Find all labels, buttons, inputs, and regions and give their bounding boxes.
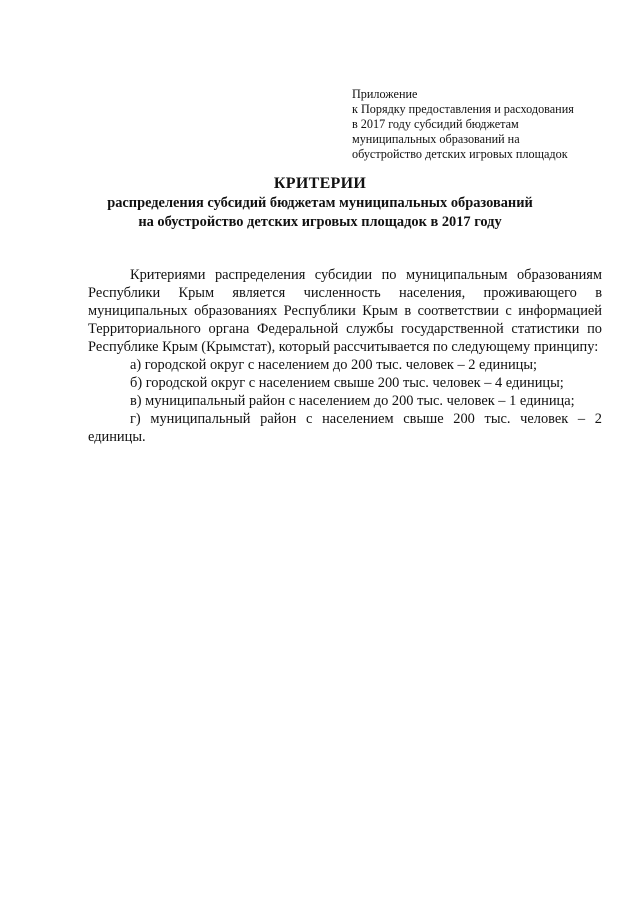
document-subtitle-line-2: на обустройство детских игровых площадок в 2017 году [138, 214, 502, 230]
document-title: КРИТЕРИИ [273, 175, 367, 192]
intro-paragraph: Критериями распределения субсидии по муниципальным образованиям Республики Крым является численность населения, проживающего в муниципальных образованиях Республики Крым в соответствии с информацией Территориального органа Федеральной службы государственной статистики по Республике Крым (Крымстат), который рассчитывается по следующему принципу: [88, 267, 602, 355]
criteria-item-c: в) муниципальный район с населением до 200 тыс. человек – 1 единица; [130, 393, 575, 409]
appendix-line: обустройство детских игровых площадок [352, 147, 568, 161]
criteria-item-d: г) муниципальный район с населением свыше 200 тыс. человек – 2 единицы. [88, 411, 602, 445]
criteria-item-a: а) городской округ с населением до 200 тыс. человек – 2 единицы; [130, 357, 538, 373]
appendix-line: в 2017 году субсидий бюджетам [352, 117, 519, 131]
document-subtitle-line-1: распределения субсидий бюджетам муниципальных образований [107, 195, 533, 211]
appendix-block [352, 87, 612, 162]
appendix-line: к Порядку предоставления и расходования [352, 102, 574, 116]
document-body [88, 266, 602, 446]
criteria-item-b: б) городской округ с населением свыше 200 тыс. человек – 4 единицы; [130, 375, 564, 391]
appendix-line: муниципальных образований на [352, 132, 520, 146]
appendix-line: Приложение [352, 87, 418, 101]
